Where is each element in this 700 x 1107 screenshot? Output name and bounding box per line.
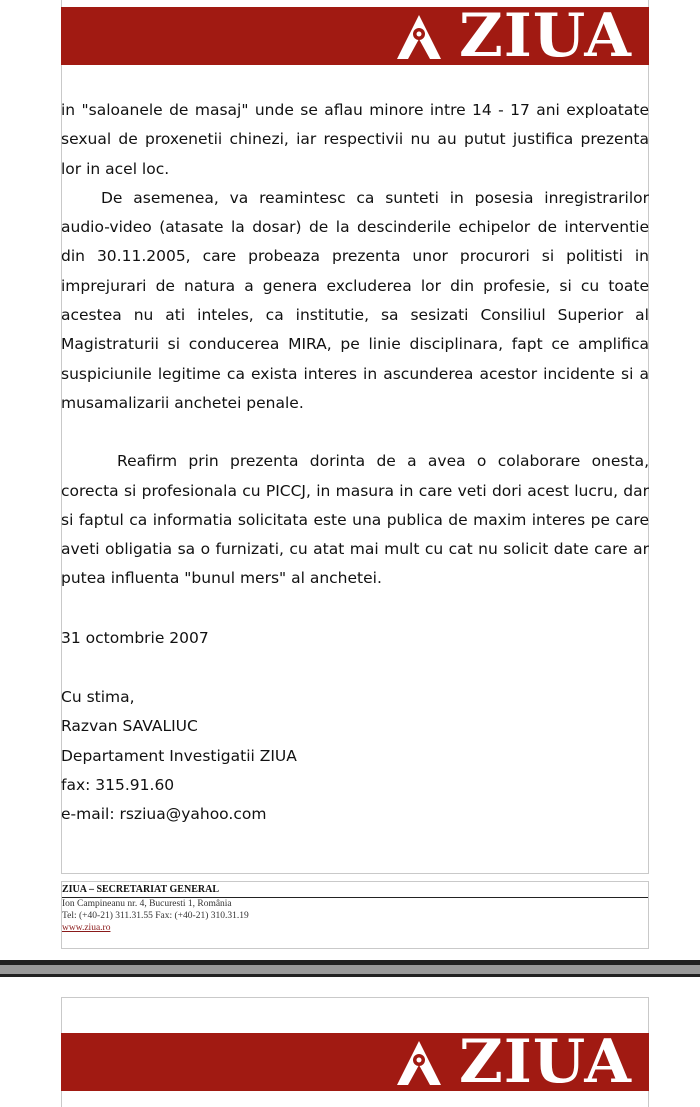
footer-address: Ion Campineanu nr. 4, Bucuresti 1, România <box>62 899 232 909</box>
email-address[interactable]: e-mail: rsziua@yahoo.com <box>61 805 267 824</box>
ziua-triangle-logo-icon <box>395 13 443 61</box>
page-separator-band <box>0 965 700 974</box>
page-separator-edge <box>0 974 700 977</box>
paragraph-1: in "saloanele de masaj" unde se aflau minore intre 14 - 17 ani exploatate sexual de proxenetii chinezi, iar respectivii nu au putut justifica prezenta lor in acel loc. <box>61 101 649 178</box>
department: Departament Investigatii ZIUA <box>61 746 297 765</box>
header-banner <box>61 1 649 71</box>
signature-block <box>61 683 297 829</box>
letter-date: 31 octombrie 2007 <box>61 629 209 647</box>
signer-name: Razvan SAVALIUC <box>61 717 198 736</box>
ziua-logo-text-page-2: ZIUA <box>459 1027 632 1097</box>
footer-title: ZIUA – SECRETARIAT GENERAL <box>62 882 648 898</box>
paragraph-3: Reafirm prin prezenta dorinta de a avea o colaborare onesta, corecta si profesionala cu PICCJ, in masura in care veti dori acest lucru, dar si faptul ca informatia solicitata este una publica de maxim interes pe care aveti obligatia sa o furnizati, cu atat mai mult cu cat nu solicit date care ar putea influenta "bunul mers" al anchetei. <box>61 452 649 588</box>
header-banner-page-2 <box>61 1027 649 1097</box>
letter-body <box>61 96 649 594</box>
ziua-logo-text: ZIUA <box>459 1 632 71</box>
ziua-triangle-logo-icon <box>395 1039 443 1087</box>
footer <box>61 881 649 949</box>
footer-phone: Tel: (+40-21) 311.31.55 Fax: (+40-21) 310.31.19 <box>62 911 249 921</box>
fax-number: fax: 315.91.60 <box>61 775 175 794</box>
closing: Cu stima, <box>61 688 135 706</box>
paragraph-2: De asemenea, va reamintesc ca sunteti in posesia inregistrarilor audio-video (atasate la dosar) de la descinderile echipelor de interventie din 30.11.2005, care probeaza prezenta unor procurori si politisti in imprejurari de natura a genera excluderea lor din profesie, si cu toate acestea nu ati inteles, ca institutie, sa sesizati Consiliul Superior al Magistraturii si conducerea MIRA, pe linie disciplinara, fapt ce amplifica suspiciunile legitime ca exista interes in ascunderea acestor incidente si a musamalizarii anchetei penale. <box>61 188 649 412</box>
footer-website-link[interactable]: www.ziua.ro <box>62 923 111 933</box>
